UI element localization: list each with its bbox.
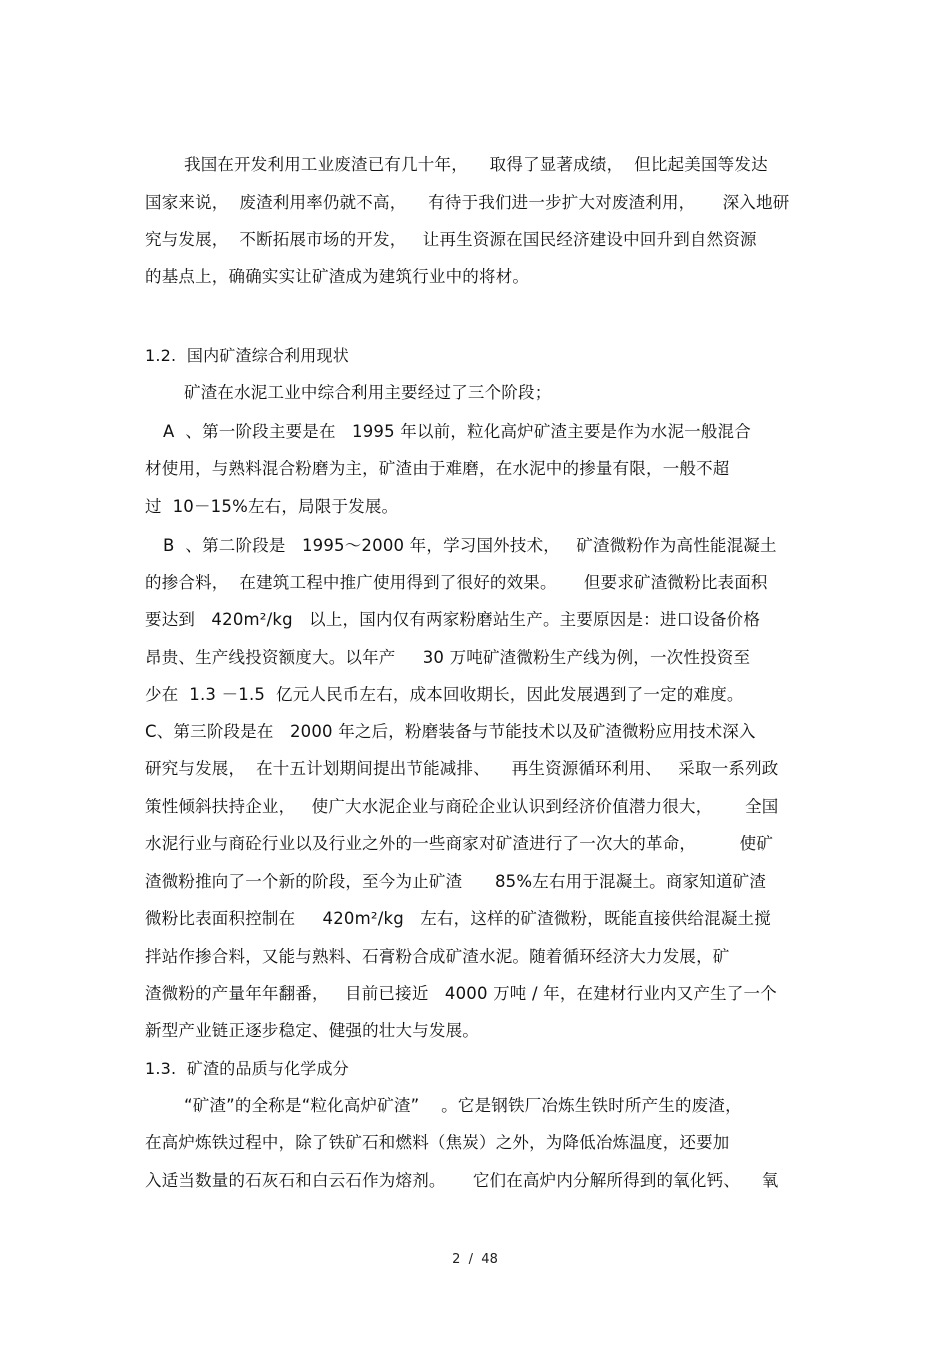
section-heading: 1.2. 国内矿渣综合利用现状	[145, 346, 349, 365]
text-line: 研究与发展， 在十五计划期间提出节能减排、 再生资源循环利用、 采取一系列政	[145, 759, 779, 778]
text-line: A 、第一阶段主要是在 1995 年以前，粒化高炉矿渣主要是作为水泥一般混合	[163, 422, 751, 441]
text-line: 究与发展， 不断拓展市场的开发， 让再生资源在国民经济建设中回升到自然资源	[145, 230, 757, 249]
text-line: 我国在开发利用工业废渣已有几十年， 取得了显著成绩， 但比起美国等发达	[184, 155, 768, 174]
text-line: 水泥行业与商砼行业以及行业之外的一些商家对矿渣进行了一次大的革命， 使矿	[145, 834, 774, 853]
text-line: 在高炉炼铁过程中，除了铁矿石和燃料（焦炭）之外，为降低冶炼温度，还要加	[145, 1133, 730, 1152]
text-line: 矿渣在水泥工业中综合利用主要经过了三个阶段；	[184, 383, 552, 402]
text-line: C、第三阶段是在 2000 年之后，粉磨装备与节能技术以及矿渣微粉应用技术深入	[145, 722, 756, 741]
page-number: 2 / 48	[452, 1252, 498, 1267]
text-line: B 、第二阶段是 1995～2000 年，学习国外技术， 矿渣微粉作为高性能混凝土	[163, 536, 777, 555]
text-line: 策性倾斜扶持企业， 使广大水泥企业与商砼企业认识到经济价值潜力很大， 全国	[145, 797, 779, 816]
text-line: 渣微粉推向了一个新的阶段，至今为止矿渣 85%左右用于混凝土。商家知道矿渣	[145, 872, 767, 891]
text-line: 拌站作掺合料，又能与熟料、石膏粉合成矿渣水泥。随着循环经济大力发展，矿	[145, 947, 730, 966]
text-line: 入适当数量的石灰石和白云石作为熔剂。 它们在高炉内分解所得到的氧化钙、 氧	[145, 1171, 779, 1190]
text-line: 少在 1.3 －1.5 亿元人民币左右，成本回收期长，因此发展遇到了一定的难度。	[145, 685, 744, 704]
text-line: 材使用，与熟料混合粉磨为主，矿渣由于难磨，在水泥中的掺量有限，一般不超	[145, 459, 730, 478]
text-line: 渣微粉的产量年年翻番， 目前已接近 4000 万吨 / 年，在建材行业内又产生了一个	[145, 984, 777, 1003]
text-line: 要达到 420m²/kg 以上，国内仅有两家粉磨站生产。主要原因是：进口设备价格	[145, 610, 761, 629]
section-heading: 1.3. 矿渣的品质与化学成分	[145, 1059, 349, 1078]
text-line: 的掺合料， 在建筑工程中推广使用得到了很好的效果。 但要求矿渣微粉比表面积	[145, 573, 768, 592]
text-line: 昂贵、生产线投资额度大。以年产 30 万吨矿渣微粉生产线为例，一次性投资至	[145, 648, 751, 667]
text-line: 新型产业链正逐步稳定、健强的壮大与发展。	[145, 1021, 479, 1040]
text-line: 国家来说， 废渣利用率仍就不高， 有待于我们进一步扩大对废渣利用， 深入地研	[145, 193, 790, 212]
text-line: 过 10－15%左右，局限于发展。	[145, 497, 399, 516]
text-line: “矿渣”的全称是“粒化高炉矿渣” 。它是钢铁厂冶炼生铁时所产生的废渣，	[184, 1096, 742, 1115]
text-line: 微粉比表面积控制在 420m²/kg 左右，这样的矿渣微粉，既能直接供给混凝土搅	[145, 909, 771, 928]
text-line: 的基点上，确确实实让矿渣成为建筑行业中的将材。	[145, 267, 530, 286]
